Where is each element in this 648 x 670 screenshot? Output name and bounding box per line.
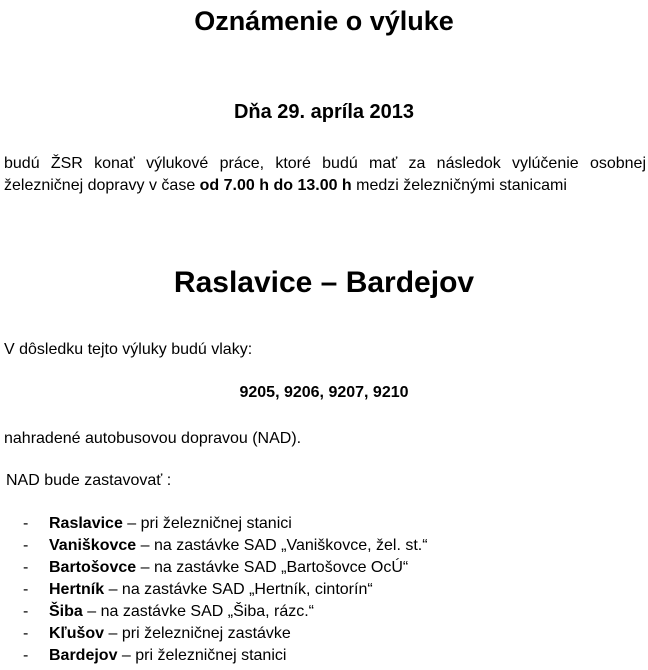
bullet-dash: - xyxy=(23,559,29,576)
list-item xyxy=(0,535,648,557)
list-item xyxy=(0,557,648,579)
stop-name: Bardejov xyxy=(49,647,118,664)
intro-text-end: medzi železničnými stanicami xyxy=(351,177,567,194)
route-heading: Raslavice – Bardejov xyxy=(173,266,475,299)
list-item xyxy=(0,579,648,601)
stop-detail: – pri železničnej stanici xyxy=(122,515,292,532)
stop-detail: – na zastávke SAD „Šiba, rázc.“ xyxy=(82,603,314,620)
closure-time: od 7.00 h do 13.00 h xyxy=(199,177,352,194)
list-item xyxy=(0,513,648,535)
stop-name: Hertník xyxy=(49,581,105,598)
list-item xyxy=(0,645,648,667)
list-item xyxy=(0,623,648,645)
bullet-dash: - xyxy=(23,581,29,598)
stop-name: Kľušov xyxy=(49,625,105,642)
notice-date: Dňa 29. apríla 2013 xyxy=(233,101,415,123)
intro-text-start: budú ŽSR konať výlukové práce, ktoré budú mať za následok vylúčenie osobnej železničnej dopravy v čase xyxy=(4,155,646,194)
stop-detail: – na zastávke SAD „Bartošovce OcÚ“ xyxy=(136,559,409,576)
stop-detail: – na zastávke SAD „Vaniškovce, žel. st.“ xyxy=(136,537,428,554)
stop-detail: – pri železničnej stanici xyxy=(117,647,287,664)
stop-detail: – pri železničnej zastávke xyxy=(104,625,291,642)
replacement-note: nahradené autobusovou dopravou (NAD). xyxy=(4,430,302,447)
stop-name: Šiba xyxy=(49,603,83,620)
stop-name: Raslavice xyxy=(49,515,123,532)
stops-intro: NAD bude zastavovať : xyxy=(6,472,172,489)
intro-paragraph xyxy=(4,153,646,197)
bullet-dash: - xyxy=(23,537,29,554)
list-item xyxy=(0,601,648,623)
bullet-dash: - xyxy=(23,647,29,664)
trains-intro: V dôsledku tejto výluky budú vlaky: xyxy=(4,341,253,358)
bullet-dash: - xyxy=(23,625,29,642)
stops-list xyxy=(0,513,648,667)
bullet-dash: - xyxy=(23,515,29,532)
train-numbers: 9205, 9206, 9207, 9210 xyxy=(239,384,409,401)
bullet-dash: - xyxy=(23,603,29,620)
stop-name: Bartošovce xyxy=(49,559,137,576)
stop-name: Vaniškovce xyxy=(49,537,137,554)
stop-detail: – na zastávke SAD „Hertník, cintorín“ xyxy=(104,581,373,598)
notice-title: Oznámenie o výluke xyxy=(194,6,454,36)
